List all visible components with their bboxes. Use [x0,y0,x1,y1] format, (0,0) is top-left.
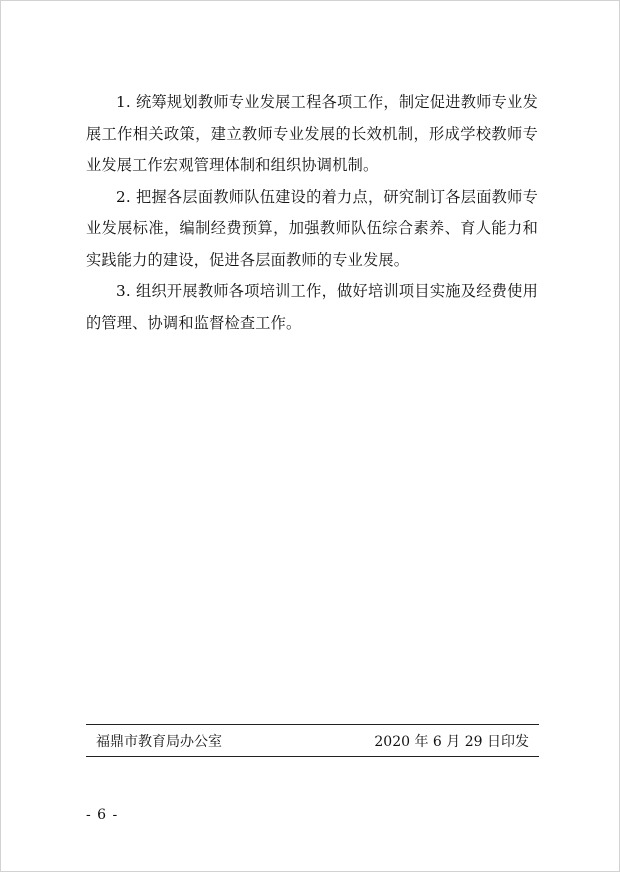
document-body [86,87,538,339]
page-number: - 6 - [86,807,119,823]
issuer-label: 福鼎市教育局办公室 [96,733,222,750]
paragraph-2: 2. 把握各层面教师队伍建设的着力点，研究制订各层面教师专业发展标准，编制经费预算，加强教师队伍综合素养、育人能力和实践能力的建设，促进各层面教师的专业发展。 [86,187,538,269]
issue-date: 2020 年 6 月 29 日印发 [374,733,529,750]
footer-row [86,725,539,756]
paragraph-3: 3. 组织开展教师各项培训工作，做好培训项目实施及经费使用的管理、协调和监督检查工作。 [86,282,538,332]
footer-bottom-rule [86,756,539,757]
paragraph-1: 1. 统筹规划教师专业发展工程各项工作，制定促进教师专业发展工作相关政策，建立教师专业发展的长效机制，形成学校教师专业发展工作宏观管理体制和组织协调机制。 [86,93,538,174]
issuance-footer [86,724,539,757]
